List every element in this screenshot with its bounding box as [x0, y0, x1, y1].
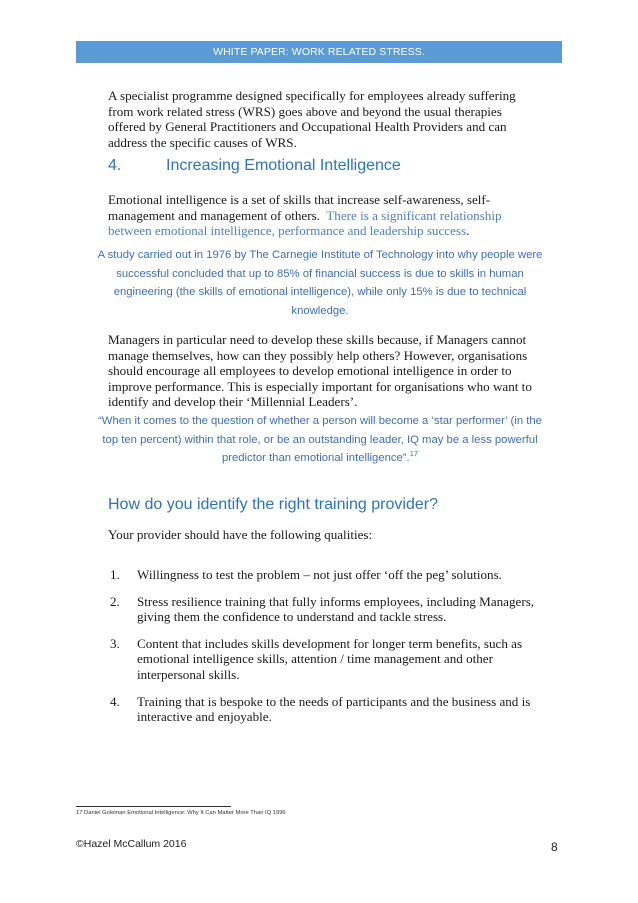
list-item-number: 2.: [110, 593, 120, 609]
footnote-divider: [76, 806, 231, 807]
provider-qualities-list: [110, 567, 538, 736]
list-item: [110, 694, 538, 725]
list-item-number: 1.: [110, 567, 120, 582]
managers-paragraph: Managers in particular need to develop these skills because, if Managers cannot manage themselves, how can they possibly help others? However, organisations should encourage all employees to develop emotional intelligence in order to improve performance. This is especially important for organisations who want to identify and develop their ‘Millennial Leaders’.: [108, 332, 532, 410]
ei-paragraph-end: .: [466, 223, 470, 239]
list-item: [110, 567, 538, 583]
list-item: [110, 636, 538, 683]
list-item-text: Stress resilience training that fully informs employees, including Managers, giving them the confidence to understand and tackle stress.: [137, 593, 535, 625]
quote-text: “When it comes to the question of whether a person will become a ‘star performer’ (in the top ten percent) within that role, or be an outstanding leader, IQ may be a less powerful predictor than emotional intelligence”.: [98, 415, 542, 464]
section-4-title: Increasing Emotional Intelligence: [166, 157, 401, 174]
goleman-quote: [96, 412, 544, 468]
footnote-reference[interactable]: 17: [409, 449, 419, 459]
footnote-text: 17 Daniel Goleman Emotional Intelligence: Why It Can Matter More Than IQ 1996: [76, 810, 286, 816]
emotional-intelligence-paragraph: [108, 192, 538, 239]
list-item-text: Content that includes skills development for longer term benefits, such as emotional intelligence skills, attention / time management and other interpersonal skills.: [137, 635, 523, 682]
ei-relationship-highlight: There is a significant relationship between emotional intelligence, performance and leadership success: [108, 207, 502, 239]
header-bar: [76, 41, 562, 63]
list-item: [110, 594, 538, 625]
section-training-provider-heading: How do you identify the right training provider?: [108, 496, 438, 513]
provider-qualities-intro: Your provider should have the following qualities:: [108, 527, 373, 542]
section-4-heading: [108, 157, 401, 175]
carnegie-study-callout: A study carried out in 1976 by The Carnegie Institute of Technology into why people were successful concluded that up to 85% of financial success is due to skills in human engineering (the skills of emotional intelligence), while only 15% is due to technical knowledge.: [97, 249, 543, 317]
section-4-number: 4.: [108, 157, 122, 174]
header-title: WHITE PAPER: WORK RELATED STRESS.: [213, 46, 425, 58]
intro-paragraph: A specialist programme designed specifically for employees already suffering from work related stress (WRS) goes above and beyond the usual therapies offered by General Practitioners and Occupational Health Providers and can address the specific causes of WRS.: [108, 88, 516, 150]
page-number: 8: [551, 840, 558, 854]
ei-definition-text: Emotional intelligence is a set of skills that increase self-awareness, self-management and management of others.: [108, 192, 491, 223]
copyright-text: ©Hazel McCallum 2016: [76, 838, 187, 850]
list-item-text: Training that is bespoke to the needs of participants and the business and is interactive and enjoyable.: [137, 693, 531, 725]
list-item-text: Willingness to test the problem – not just offer ‘off the peg’ solutions.: [137, 567, 502, 582]
list-item-number: 4.: [110, 693, 120, 709]
list-item-number: 3.: [110, 635, 120, 651]
